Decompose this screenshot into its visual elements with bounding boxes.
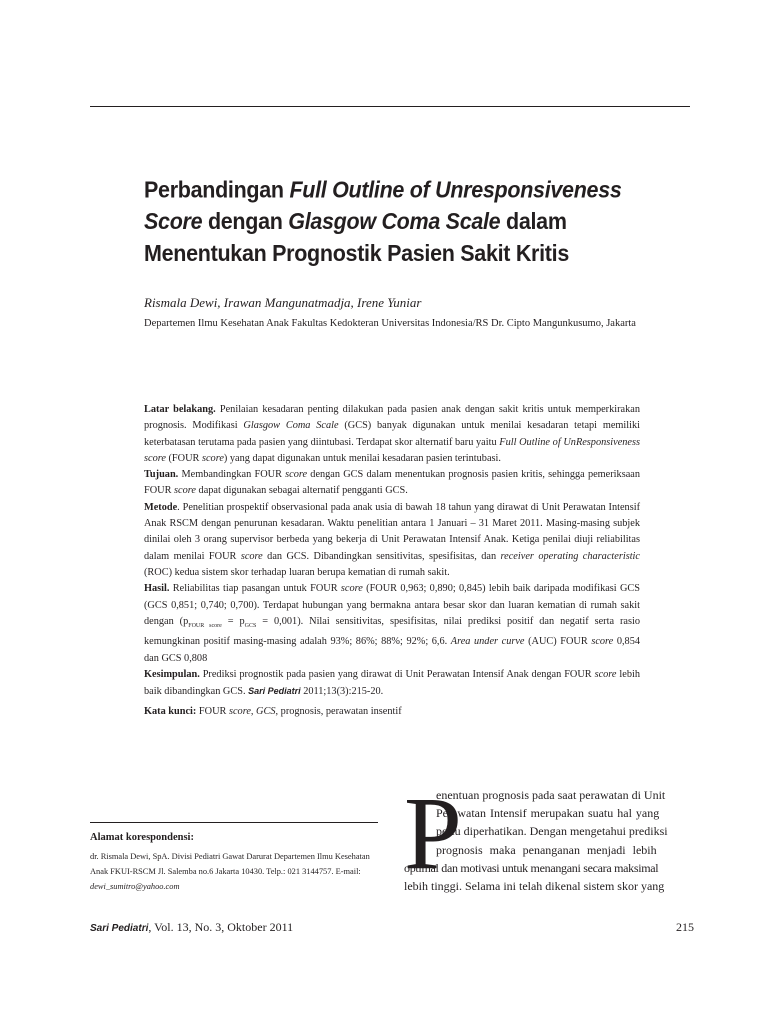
abstract-label: Tujuan.	[144, 469, 179, 481]
title-text: Menentukan Prognostik Pasien Sakit Kritis	[144, 240, 569, 267]
abstract-tujuan: Tujuan. Membandingkan FOUR score dengan GCS dalam menentukan prognosis pasien kritis, sehingga pemeriksaan FOUR score dapat digunakan sebagai alternatif pengganti GCS.	[144, 469, 640, 497]
email-link: dewi_sumitro@yahoo.com	[90, 882, 180, 891]
abstract-kesimpulan: Kesimpulan. Prediksi prognostik pada pasien yang dirawat di Unit Perawatan Intensif Anak dengan FOUR score lebih baik dibandingkan GCS. Sari Pediatri 2011;13(3):215-20.	[144, 668, 640, 698]
abstract-hasil: Hasil. Reliabilitas tiap pasangan untuk FOUR score (FOUR 0,963; 0,890; 0,845) lebih baik daripada modifikasi GCS (GCS 0,851; 0,740; 0,700). Terdapat hubungan yang bermakna antara besar skor dan luaran kematian di rumah sakit dengan $(p_{FOUR score} = p_{GCS} = 0,001)$. Nilai sensitivitas, spesifisitas, nilai prediksi positif dan negatif serta rasio kemungkinan positif masing-masing adalah 93%; 86%; 88%; 92%; 6,6. Area under curve (AUC) FOUR score 0,854 dan GCS 0,808	[144, 583, 641, 664]
authors: Rismala Dewi, Irawan Mangunatmadja, Irene Yuniar	[144, 295, 422, 310]
title-text: dalam	[500, 208, 567, 235]
body-text	[404, 776, 696, 895]
abstract-metode: Metode. Penelitian prospektif observasional pada anak usia di bawah 18 tahun yang dirawat di Unit Perawatan Intensif Anak RSCM dengan penurunan kesadaran. Waktu penelitian antara 1 Januari – 31 Maret 2011. Masing-masing subjek dinilai oleh 3 orang supervisor berbeda yang bekerja di Unit Perawatan Intensif Anak. Ketiga penilai diuji reliabilitas dalam menilai FOUR score dan GCS. Dibandingkan sensitivitas, spesifisitas, dan receiver operating characteristic (ROC) kedua sistem skor terhadap luaran berupa kematian di rumah sakit.	[144, 501, 640, 578]
title-text: Score	[144, 208, 203, 235]
abstract-label: Metode	[144, 501, 178, 513]
title-text: Perbandingan	[144, 177, 290, 203]
title-text: Glasgow Coma Scale	[288, 208, 501, 235]
title-text: Full Outline of Unresponsiveness	[289, 177, 622, 203]
correspondence-text: dr. Rismala Dewi, SpA. Divisi Pediatri Gawat Darurat Departemen Ilmu Kesehatan Anak FKUI-RSCM Jl. Salemba no.6 Jakarta 10430. Telp.: 021 3144757. E-mail: dewi_sumitro@yahoo.com	[90, 852, 370, 891]
body-line: perlu diperhatikan. Dengan mengetahui prediksi	[436, 824, 668, 839]
correspondence-rule	[90, 822, 378, 823]
body-line: enentuan prognosis pada saat perawatan di Unit	[436, 788, 666, 802]
footer-citation: Sari Pediatri, Vol. 13, No. 3, Oktober 2011	[90, 920, 294, 934]
correspondence-title: Alamat korespondensi:	[90, 832, 194, 843]
title-text: dengan	[202, 208, 289, 235]
abstract-latar: Latar belakang. Penilaian kesadaran penting dilakukan pada pasien anak dengan sakit kritis untuk memperkirakan prognosis. Modifikasi Glasgow Coma Scale (GCS) banyak digunakan untuk menilai kesadaran tetapi memiliki keterbatasan terutama pada pasien yang diintubasi. Terdapat skor alternatif baru yaitu Full Outline of UnResponsiveness score (FOUR score) yang dapat digunakan untuk menilai kesadaran pasien terintubasi.	[144, 404, 640, 464]
journal-name: Sari Pediatri	[90, 923, 149, 934]
abstract	[144, 402, 640, 700]
affiliation: Departemen Ilmu Kesehatan Anak Fakultas Kedokteran Universitas Indonesia/RS Dr. Cipto Mangunkusumo, Jakarta	[144, 318, 636, 329]
page-number: 215	[676, 920, 694, 934]
abstract-label: Latar belakang.	[144, 404, 216, 415]
top-rule	[90, 106, 690, 107]
body-line: lebih tinggi. Selama ini telah dikenal sistem skor yang	[404, 879, 665, 894]
drop-cap: P	[404, 776, 462, 891]
article-title	[144, 174, 704, 269]
abstract-label: Hasil.	[144, 583, 170, 595]
keywords: Kata kunci: FOUR score, GCS, prognosis, perawatan insentif	[144, 706, 402, 717]
body-line: Perawatan Intensif merupakan suatu hal yang	[436, 806, 660, 821]
journal-name: Sari Pediatri	[248, 686, 301, 697]
abstract-label: Kesimpulan.	[144, 668, 200, 680]
body-line: optimal dan motivasi untuk menangani secara maksimal	[404, 860, 659, 875]
body-line: prognosis maka penanganan menjadi lebih	[436, 842, 657, 857]
